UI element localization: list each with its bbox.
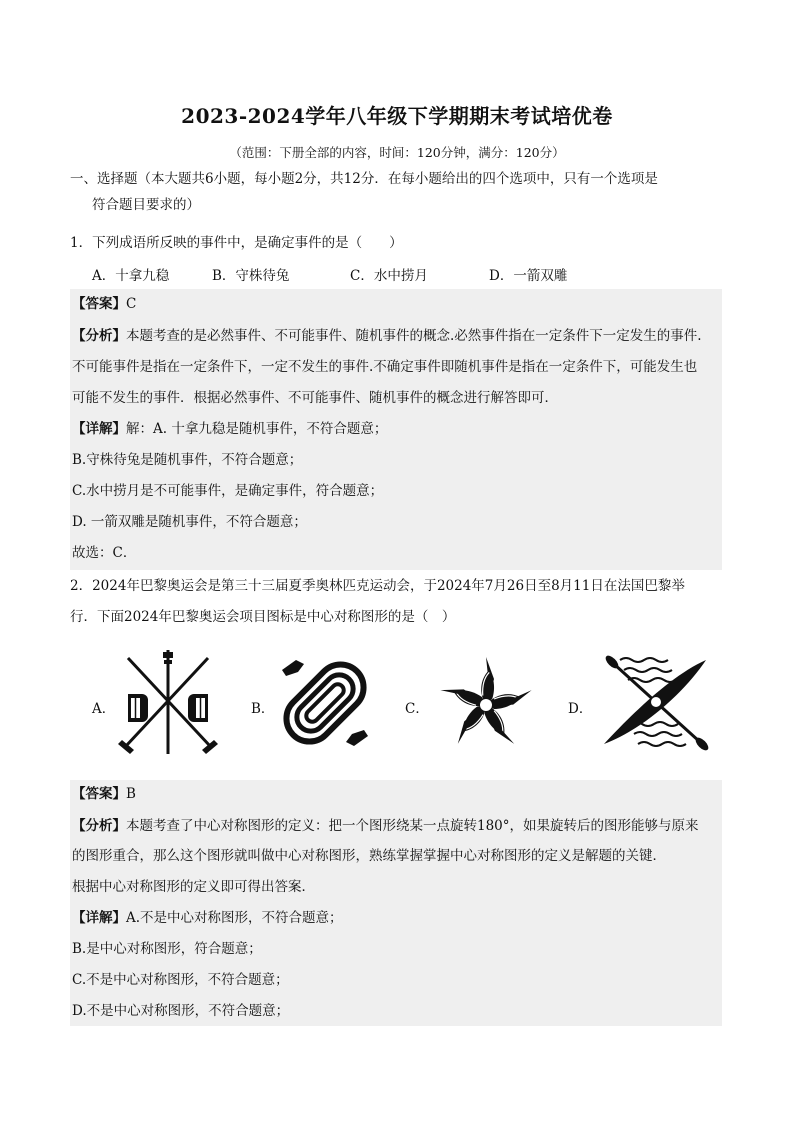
- q1-analysis: [72, 325, 702, 347]
- fig-label-d: D．: [568, 701, 593, 717]
- answer-value: B: [126, 786, 136, 802]
- analysis-text: 本题考查的是必然事件、不可能事件、随机事件的概念.必然事件指在一定条件下一定发生的事件.: [126, 328, 702, 344]
- detail-label: 【详解】: [72, 421, 126, 437]
- q1-detail-line4: D. 一箭双雕是随机事件，不符合题意；: [72, 514, 307, 530]
- q2-stem-line2: 行．下面2024年巴黎奥运会项目图标是中心对称图形的是（ ）: [70, 609, 456, 625]
- q2-analysis-line2: 的图形重合，那么这个图形就叫做中心对称图形，熟练掌握掌握中心对称图形的定义是解题的关键．: [72, 848, 666, 864]
- analysis-label: 【分析】: [72, 818, 126, 834]
- exam-scope: （范围：下册全部的内容，时间：120分钟，满分：120分）: [229, 145, 565, 160]
- fig-label-c: C．: [405, 701, 429, 717]
- page-title: 2023-2024学年八年级下学期期末考试培优卷: [181, 104, 613, 128]
- q1-detail: [72, 418, 387, 440]
- q1-detail-line2: B.守株待兔是随机事件，不符合题意；: [72, 452, 303, 468]
- q1-stem: 1．下列成语所反映的事件中，是确定事件的是（ ）: [70, 235, 403, 251]
- pinwheel-icon: [430, 650, 542, 760]
- q1-option-b: B．守株待兔: [212, 268, 290, 284]
- fig-label-b: B．: [251, 701, 275, 717]
- q1-option-c: C．水中捞月: [350, 268, 428, 284]
- analysis-label: 【分析】: [72, 328, 126, 344]
- q2-detail-line2: B.是中心对称图形，符合题意；: [72, 941, 262, 957]
- fig-label-a: A．: [92, 701, 116, 717]
- answer-label: 【答案】: [72, 296, 126, 312]
- q2-detail: [72, 907, 343, 929]
- answer-value: C: [126, 296, 137, 312]
- q1-analysis-line2: 不可能事件是指在一定条件下，一定不发生的事件.不确定事件即随机事件是指在一定条件下，可能发生也: [72, 359, 698, 375]
- q1-detail-line3: C.水中捞月是不可能事件，是确定事件，符合题意；: [72, 483, 384, 499]
- q2-answer: [72, 783, 136, 805]
- q2-stem: 2．2024年巴黎奥运会是第三十三届夏季奥林匹克运动会，于2024年7月26日至8月11日在法国巴黎举: [70, 578, 685, 594]
- section-heading: 一、选择题（本大题共6小题，每小题2分，共12分．在每小题给出的四个选项中，只有一个选项是: [70, 171, 658, 187]
- section-heading-cont: 符合题目要求的）: [92, 197, 200, 213]
- q2-detail-line4: D.不是中心对称图形，不符合题意；: [72, 1003, 290, 1019]
- q1-option-d: D．一箭双雕: [489, 268, 568, 284]
- analysis-text: 本题考查了中心对称图形的定义：把一个图形绕某一点旋转180°，如果旋转后的图形能够与原来: [126, 818, 699, 834]
- q1-analysis-line3: 可能不发生的事件．根据必然事件、不可能事件、随机事件的概念进行解答即可．: [72, 390, 558, 406]
- q2-analysis-line3: 根据中心对称图形的定义即可得出答案．: [72, 879, 315, 895]
- canoe-icon: [590, 646, 718, 758]
- q1-option-a: A．十拿九稳: [92, 268, 170, 284]
- athletics-track-icon: [272, 650, 378, 756]
- q2-detail-line3: C.不是中心对称图形，不符合题意；: [72, 972, 289, 988]
- detail-text: 解：A. 十拿九稳是随机事件，不符合题意；: [126, 421, 388, 437]
- detail-text: A.不是中心对称图形，不符合题意；: [126, 910, 343, 926]
- answer-label: 【答案】: [72, 786, 126, 802]
- fencing-icon: [112, 646, 224, 758]
- detail-label: 【详解】: [72, 910, 126, 926]
- q1-detail-line5: 故选：C．: [72, 545, 137, 561]
- q1-answer: [72, 293, 136, 315]
- q2-analysis: [72, 815, 699, 837]
